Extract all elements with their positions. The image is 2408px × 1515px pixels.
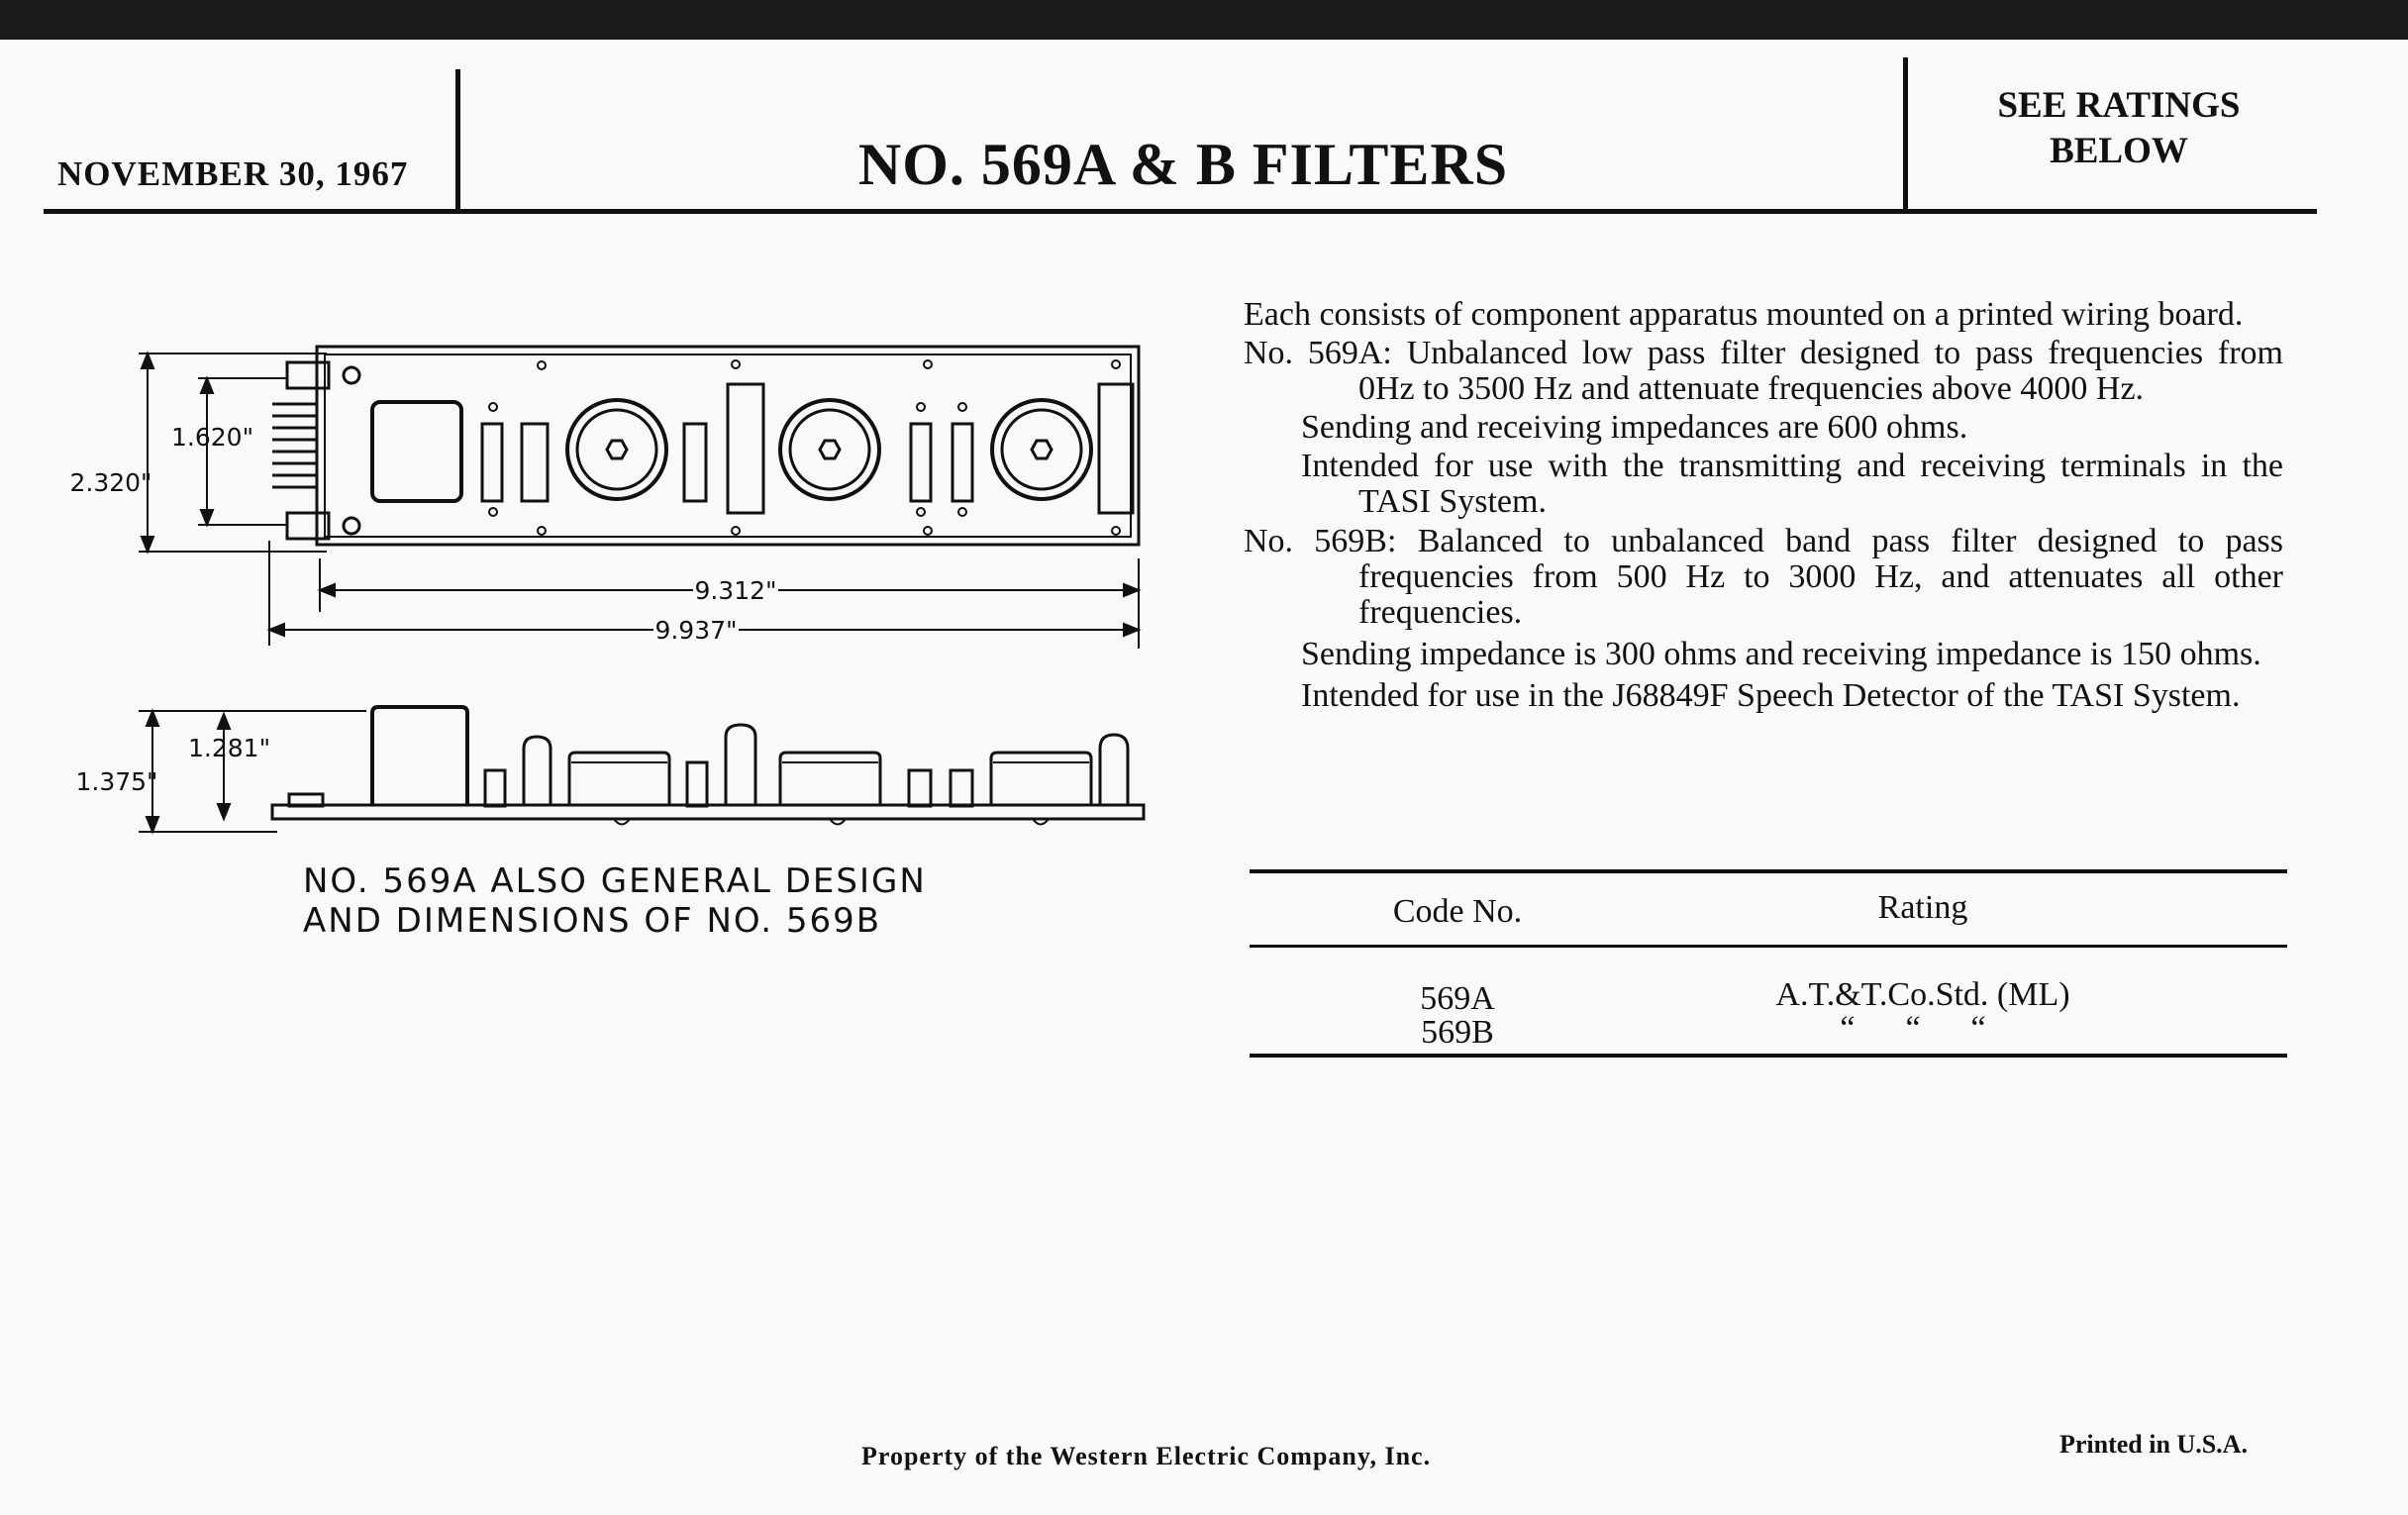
connector-fingers [272,404,317,487]
table-header-rating: Rating [1877,889,1968,926]
dim-height-inner: 1.620" [171,423,254,452]
filter-569b-desc [1244,524,2283,631]
filter-569a-use: Intended for use with the transmitting and receiving terminals in the TASI System. [1301,448,2283,520]
filter-569a-label: No. 569A: [1244,335,1392,371]
ratings-note-line1: SEE RATINGS [1997,85,2241,126]
ratings-note [1926,83,2312,174]
table-code-cells [1349,982,1566,1050]
side-view-dimensions [139,711,366,832]
toroid-2-nut [820,441,840,458]
table-row-2-rating: “ “ “ [1840,1010,1986,1047]
dim-side-overall: 1.375" [75,767,158,796]
toroid-2-inner [790,410,869,489]
inductor-box [372,402,461,501]
header-divider-left [455,69,460,214]
table-header-rule [1250,945,2287,948]
intro-text: Each consists of component apparatus mounted on a printed wiring board. [1244,296,2244,333]
header-divider-right [1903,57,1908,214]
side-cap-7 [1100,735,1128,805]
table-header-code: Code No. [1392,893,1523,930]
side-cap-2 [524,737,551,805]
top-view [272,347,1139,545]
toroid-3-nut [1032,441,1052,458]
dim-length-board: 9.312" [694,576,777,605]
side-cap-4 [726,725,755,805]
caption-line-1: NO. 569A ALSO GENERAL DESIGN [303,861,927,901]
dim-height-outer: 2.320" [69,468,152,497]
toroid-1-inner [577,410,656,489]
footer-printed: Printed in U.S.A. [2059,1430,2248,1459]
dim-length-overall: 9.937" [654,616,738,645]
toroid-3-inner [1002,410,1081,489]
capacitor-7 [1099,384,1133,513]
side-inductor [372,707,467,805]
dim-side-components: 1.281" [188,734,271,762]
header-rule [44,209,2317,214]
capacitor-3 [684,424,706,501]
mount-hole-top [344,367,359,383]
toroid-2 [780,400,879,499]
capacitor-5 [911,424,931,501]
table-bottom-rule [1250,1054,2287,1058]
table-row-1-code: 569A [1420,980,1495,1017]
capacitor-2 [522,424,548,501]
filter-569a-impedance: Sending and receiving impedances are 600 ohms. [1301,409,1968,446]
footer-property: Property of the Western Electric Company, Inc. [861,1442,1432,1470]
capacitor-6 [953,424,972,501]
description [1244,297,2283,717]
toroid-1-nut [607,441,627,458]
filter-569a-desc [1244,336,2283,407]
table-row-1-rating: A.T.&T.Co.Std. (ML) [1775,976,2070,1013]
caption-line-2: AND DIMENSIONS OF NO. 569B [303,901,882,941]
issue-date: NOVEMBER 30, 1967 [57,154,409,193]
side-cap-6 [951,770,972,806]
side-toroid-3 [991,753,1091,805]
top-view-dimensions [139,354,1139,649]
filter-569b-text: Balanced to unbalanced band pass filter designed to pass frequencies from 500 Hz to 3000 Hz, and attenuates all other frequencies. [1358,523,2283,631]
table-row-2-code: 569B [1421,1014,1494,1051]
mount-hole-bottom [344,518,359,534]
filter-569a-text: Unbalanced low pass filter designed to pass frequencies from 0Hz to 3500 Hz and attenuate frequencies above 4000 Hz. [1358,335,2283,407]
drawing-caption [303,861,927,941]
side-cap-5 [909,770,931,806]
side-toroid-2 [780,753,880,805]
toroid-1 [567,400,666,499]
filter-569b-use: Intended for use in the J68849F Speech Detector of the TASI System. [1301,677,2241,714]
table-top-rule [1250,869,2287,873]
board-holes [489,360,1120,535]
page-title: NO. 569A & B FILTERS [857,132,1509,197]
mount-bracket-top [287,362,329,388]
filter-569b-label: No. 569B: [1244,523,1397,559]
filter-569b-impedance: Sending impedance is 300 ohms and receiving impedance is 150 ohms. [1301,636,2261,672]
side-cap-1 [485,770,505,806]
filter-drawing [69,297,1158,852]
table-rating-cells [1685,978,2160,1046]
ratings-note-line2: BELOW [2050,131,2188,171]
side-cap-3 [687,762,707,806]
mount-bracket-bottom [287,513,329,539]
side-view [272,707,1144,825]
capacitor-1 [482,424,502,501]
toroid-3 [992,400,1091,499]
side-toroid-1 [569,753,669,805]
capacitor-4 [728,384,763,513]
spec-card [0,40,2408,1515]
